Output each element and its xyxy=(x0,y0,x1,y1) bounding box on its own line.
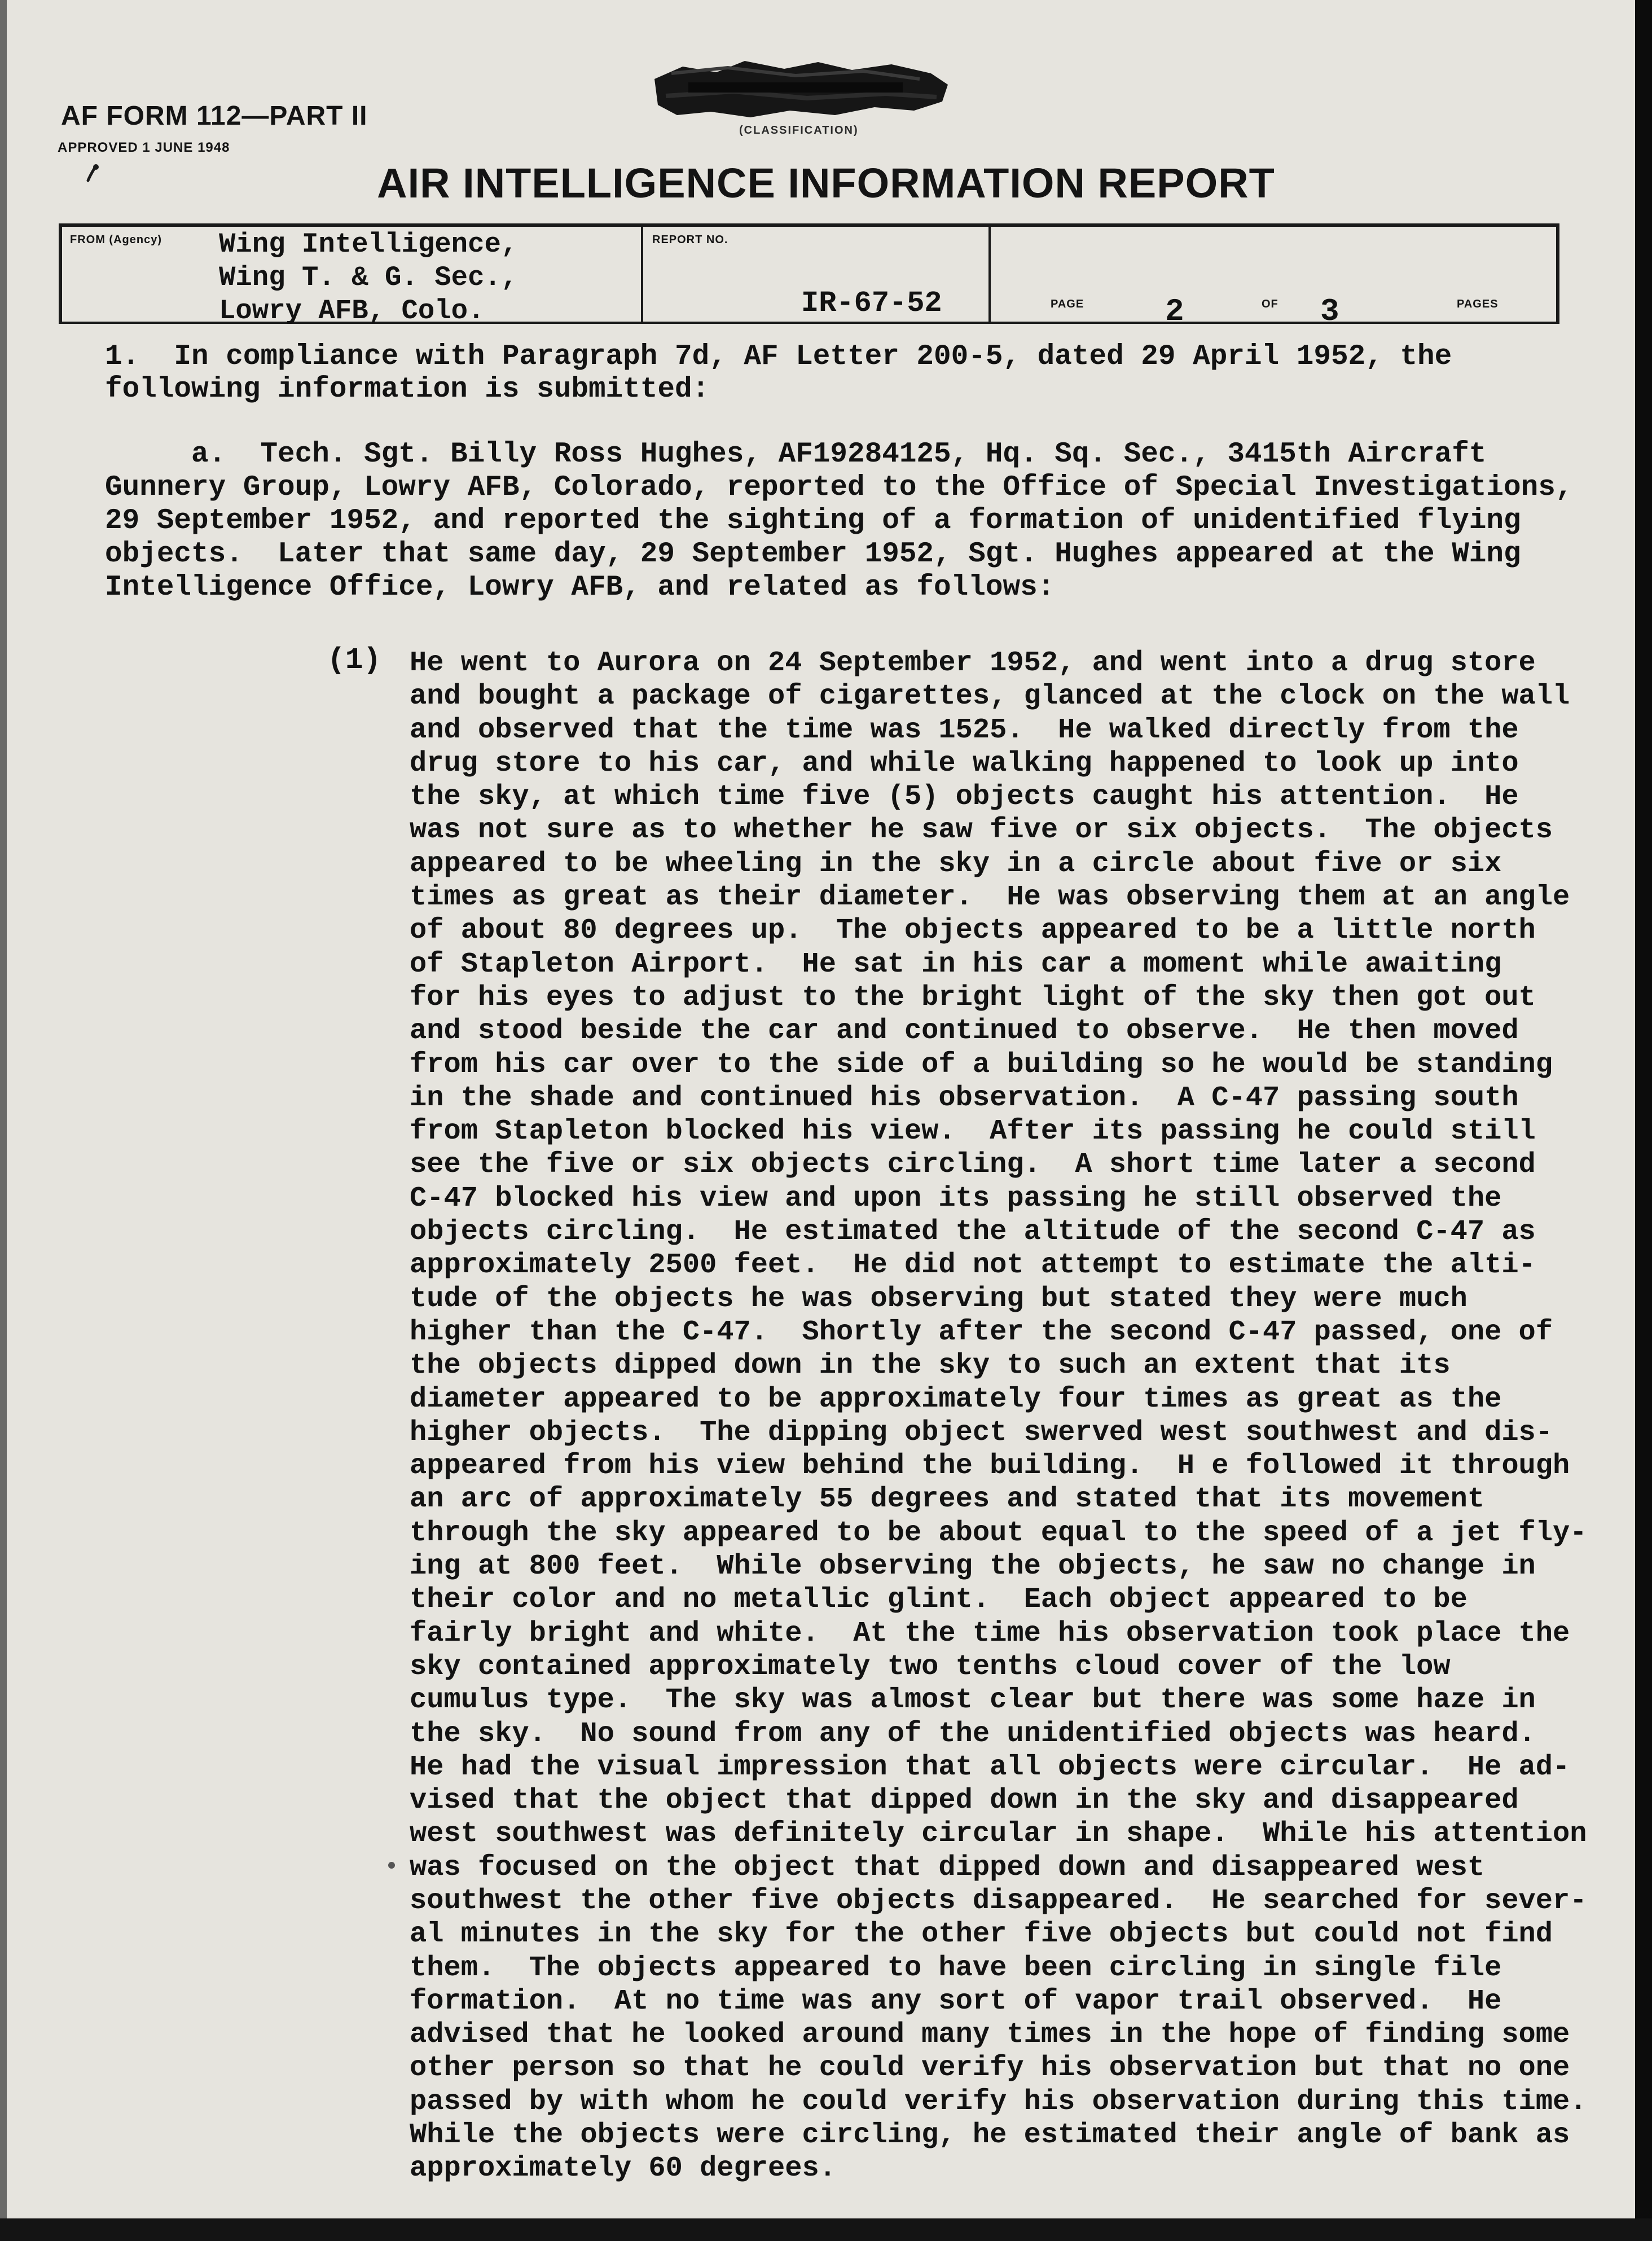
scan-border-right xyxy=(1635,0,1652,2241)
total-pages: 3 xyxy=(1320,293,1339,329)
report-no-label: REPORT NO. xyxy=(652,234,728,246)
item-number: (1) xyxy=(327,643,381,677)
report-number: IR-67-52 xyxy=(801,287,942,320)
paragraph-1: 1. In compliance with Paragraph 7d, AF Letter 200-5, dated 29 April 1952, the following information is submitted: xyxy=(105,341,1452,406)
pages-label: PAGES xyxy=(1457,298,1499,310)
from-agency xyxy=(219,228,517,328)
margin-dot xyxy=(388,1862,395,1869)
scan-border-left xyxy=(0,0,7,2241)
page-number: 2 xyxy=(1165,293,1184,329)
of-label: OF xyxy=(1262,298,1278,310)
paragraph-a: a. Tech. Sgt. Billy Ross Hughes, AF19284125, Hq. Sq. Sec., 3415th Aircraft Gunnery Group, Lowry AFB, Colorado, reported to the Office of Special Investigations, 29 September 1952, and reported the sighting of a formation of unidentified flying objects. Later that same day, 29 September 1952, Sgt. Hughes appeared at the Wing Intelligence Office, Lowry AFB, and related as follows: xyxy=(105,438,1573,604)
redacted-classification-stamp xyxy=(649,56,954,125)
from-line: Wing T. & G. Sec., xyxy=(219,262,518,293)
from-line: Wing Intelligence, xyxy=(219,229,518,260)
report-title: AIR INTELLIGENCE INFORMATION REPORT xyxy=(377,160,1275,206)
from-label: FROM (Agency) xyxy=(70,234,162,246)
header-divider xyxy=(988,223,991,324)
from-line: Lowry AFB, Colo. xyxy=(219,295,485,327)
classification-label: (CLASSIFICATION) xyxy=(739,124,859,137)
item-1-text: He went to Aurora on 24 September 1952, and went into a drug store and bought a package of cigarettes, glanced at the clock on the wall and observed that the time was 1525. He walked directly from the drug store to his car, and while walking happened to look up into the sky, at which time five (5) objects caught his attention. He was not sure as to whether he saw five or six objects. The objects appeared to be wheeling in the sky in a circle about five or six times as great as their diameter. He was observing them at an angle of about 80 degrees up. The objects appeared to be a little north of Stapleton Airport. He sat in his car a moment while awaiting for his eyes to adjust to the bright light of the sky then got out and stood beside the car and continued to observe. He then moved from his car over to the side of a building so he would be standing in the shade and continued his observation. A C-47 passing south from Stapleton blocked his view. After its passing he could still see the five or six objects circling. A short time later a second C-47 blocked his view and upon its passing he still observed the objects circling. He estimated the altitude of the second C-47 as approximately 2500 feet. He did not attempt to estimate the alti- tude of the objects he was observing but stated they were much higher than the C-47. Shortly after the second C-47 passed, one of the objects dipped down in the sky to such an extent that its diameter appeared to be approximately four times as great as the higher objects. The dipping object swerved west southwest and dis- appeared from his view behind the building. H e followed it through an arc of approximately 55 degrees and stated that its movement through the sky appeared to be about equal to the speed of a jet fly- ing at 800 feet. While observing the objects, he saw no change in their color and no metallic glint. Each object appeared to be fairly bright and white. At the time his observation took place the sky contained approximately two tenths cloud cover of the low cumulus type. The sky was almost clear but there was some haze in the sky. No sound from any of the unidentified objects was heard. He had the visual impression that all objects were circular. He ad- vised that the object that dipped down in the sky and disappeared west southwest was definitely circular in shape. While his attention was focused on the object that dipped down and disappeared west southwest the other five objects disappeared. He searched for sever- al minutes in the sky for the other five objects but could not find them. The objects appeared to have been circling in single file formation. At no time was any sort of vapor trail observed. He advised that he looked around many times in the hope of finding some other person so that he could verify his observation but that no one passed by with whom he could verify his observation during this time. While the objects were circling, he estimated their angle of bank as approximately 60 degrees. xyxy=(410,647,1587,2185)
form-approved-date: APPROVED 1 JUNE 1948 xyxy=(58,140,230,155)
header-divider xyxy=(641,223,643,324)
page-label: PAGE xyxy=(1051,298,1084,310)
form-id: AF FORM 112—PART II xyxy=(61,101,368,131)
scan-border-bottom xyxy=(0,2218,1652,2241)
